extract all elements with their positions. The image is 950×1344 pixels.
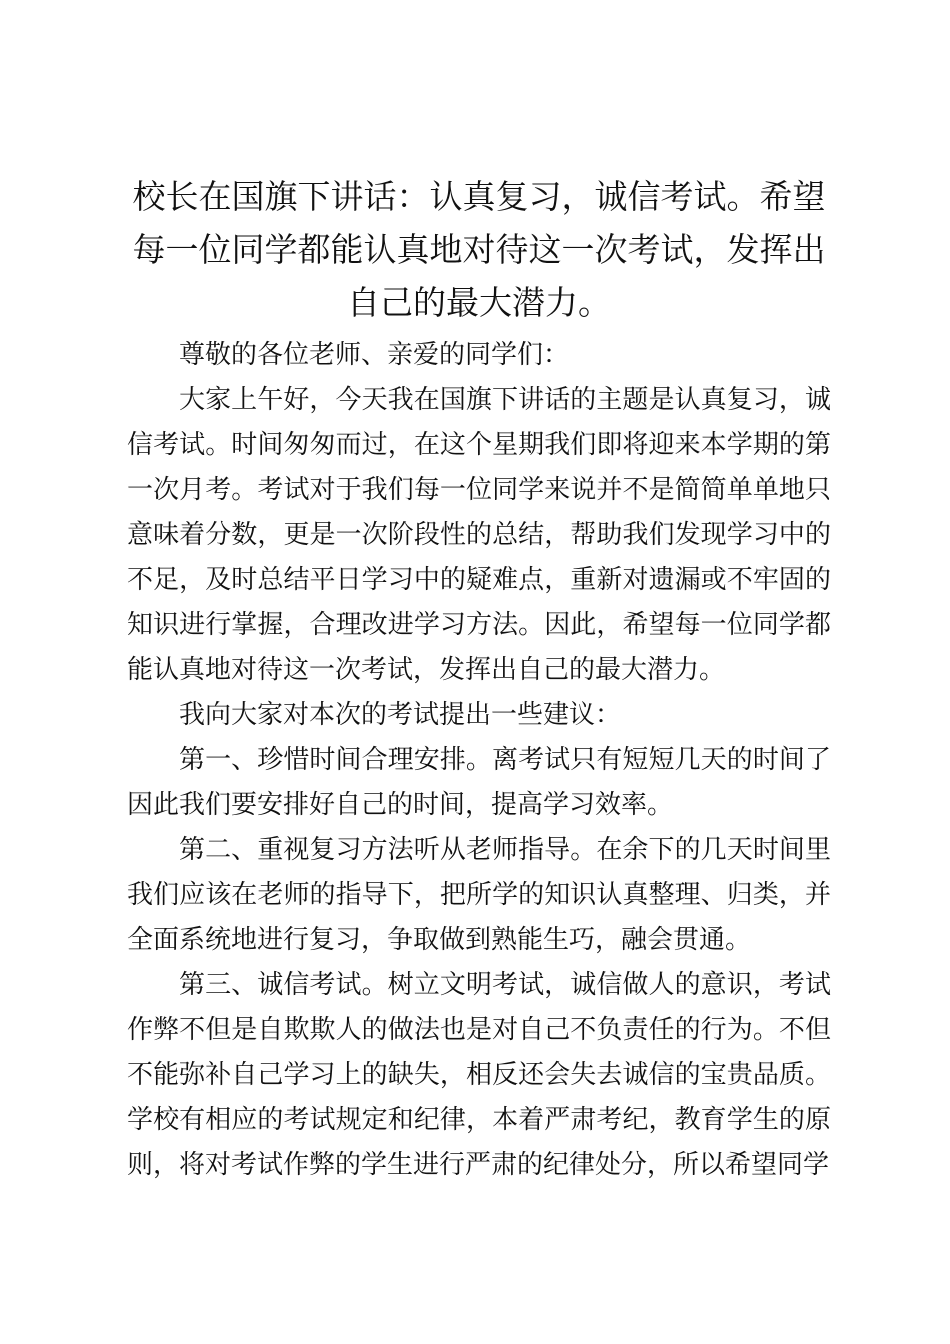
document-body	[127, 170, 831, 1188]
document-title: 校长在国旗下讲话：认真复习，诚信考试。希望每一位同学都能认真地对待这一次考试，发挥出自己的最大潜力。	[132, 177, 826, 322]
body-paragraph-suggestion-2: 第二、重视复习方法听从老师指导。在余下的几天时间里我们应该在老师的指导下，把所学的知识认真整理、归类，并全面系统地进行复习，争取做到熟能生巧，融会贯通。	[127, 835, 831, 955]
body-paragraph-suggestion-3: 第三、诚信考试。树立文明考试，诚信做人的意识，考试作弊不但是自欺欺人的做法也是对自己不负责任的行为。不但不能弥补自己学习上的缺失，相反还会失去诚信的宝贵品质。学校有相应的考试规定和纪律，本着严肃考纪，教育学生的原则，将对考试作弊的学生进行严肃的纪律处分，所以希望同学	[127, 970, 831, 1180]
body-paragraph-intro: 大家上午好，今天我在国旗下讲话的主题是认真复习，诚信考试。时间匆匆而过，在这个星期我们即将迎来本学期的第一次月考。考试对于我们每一位同学来说并不是简简单单地只意味着分数，更是一次阶段性的总结，帮助我们发现学习中的不足，及时总结平日学习中的疑难点，重新对遗漏或不牢固的知识进行掌握，合理改进学习方法。因此，希望每一位同学都能认真地对待这一次考试，发挥出自己的最大潜力。	[127, 385, 831, 685]
body-paragraph-suggestion-1: 第一、珍惜时间合理安排。离考试只有短短几天的时间了因此我们要安排好自己的时间，提高学习效率。	[127, 745, 831, 820]
salutation-paragraph: 尊敬的各位老师、亲爱的同学们：	[179, 340, 570, 370]
body-paragraph-suggestions-lead: 我向大家对本次的考试提出一些建议：	[179, 700, 622, 730]
